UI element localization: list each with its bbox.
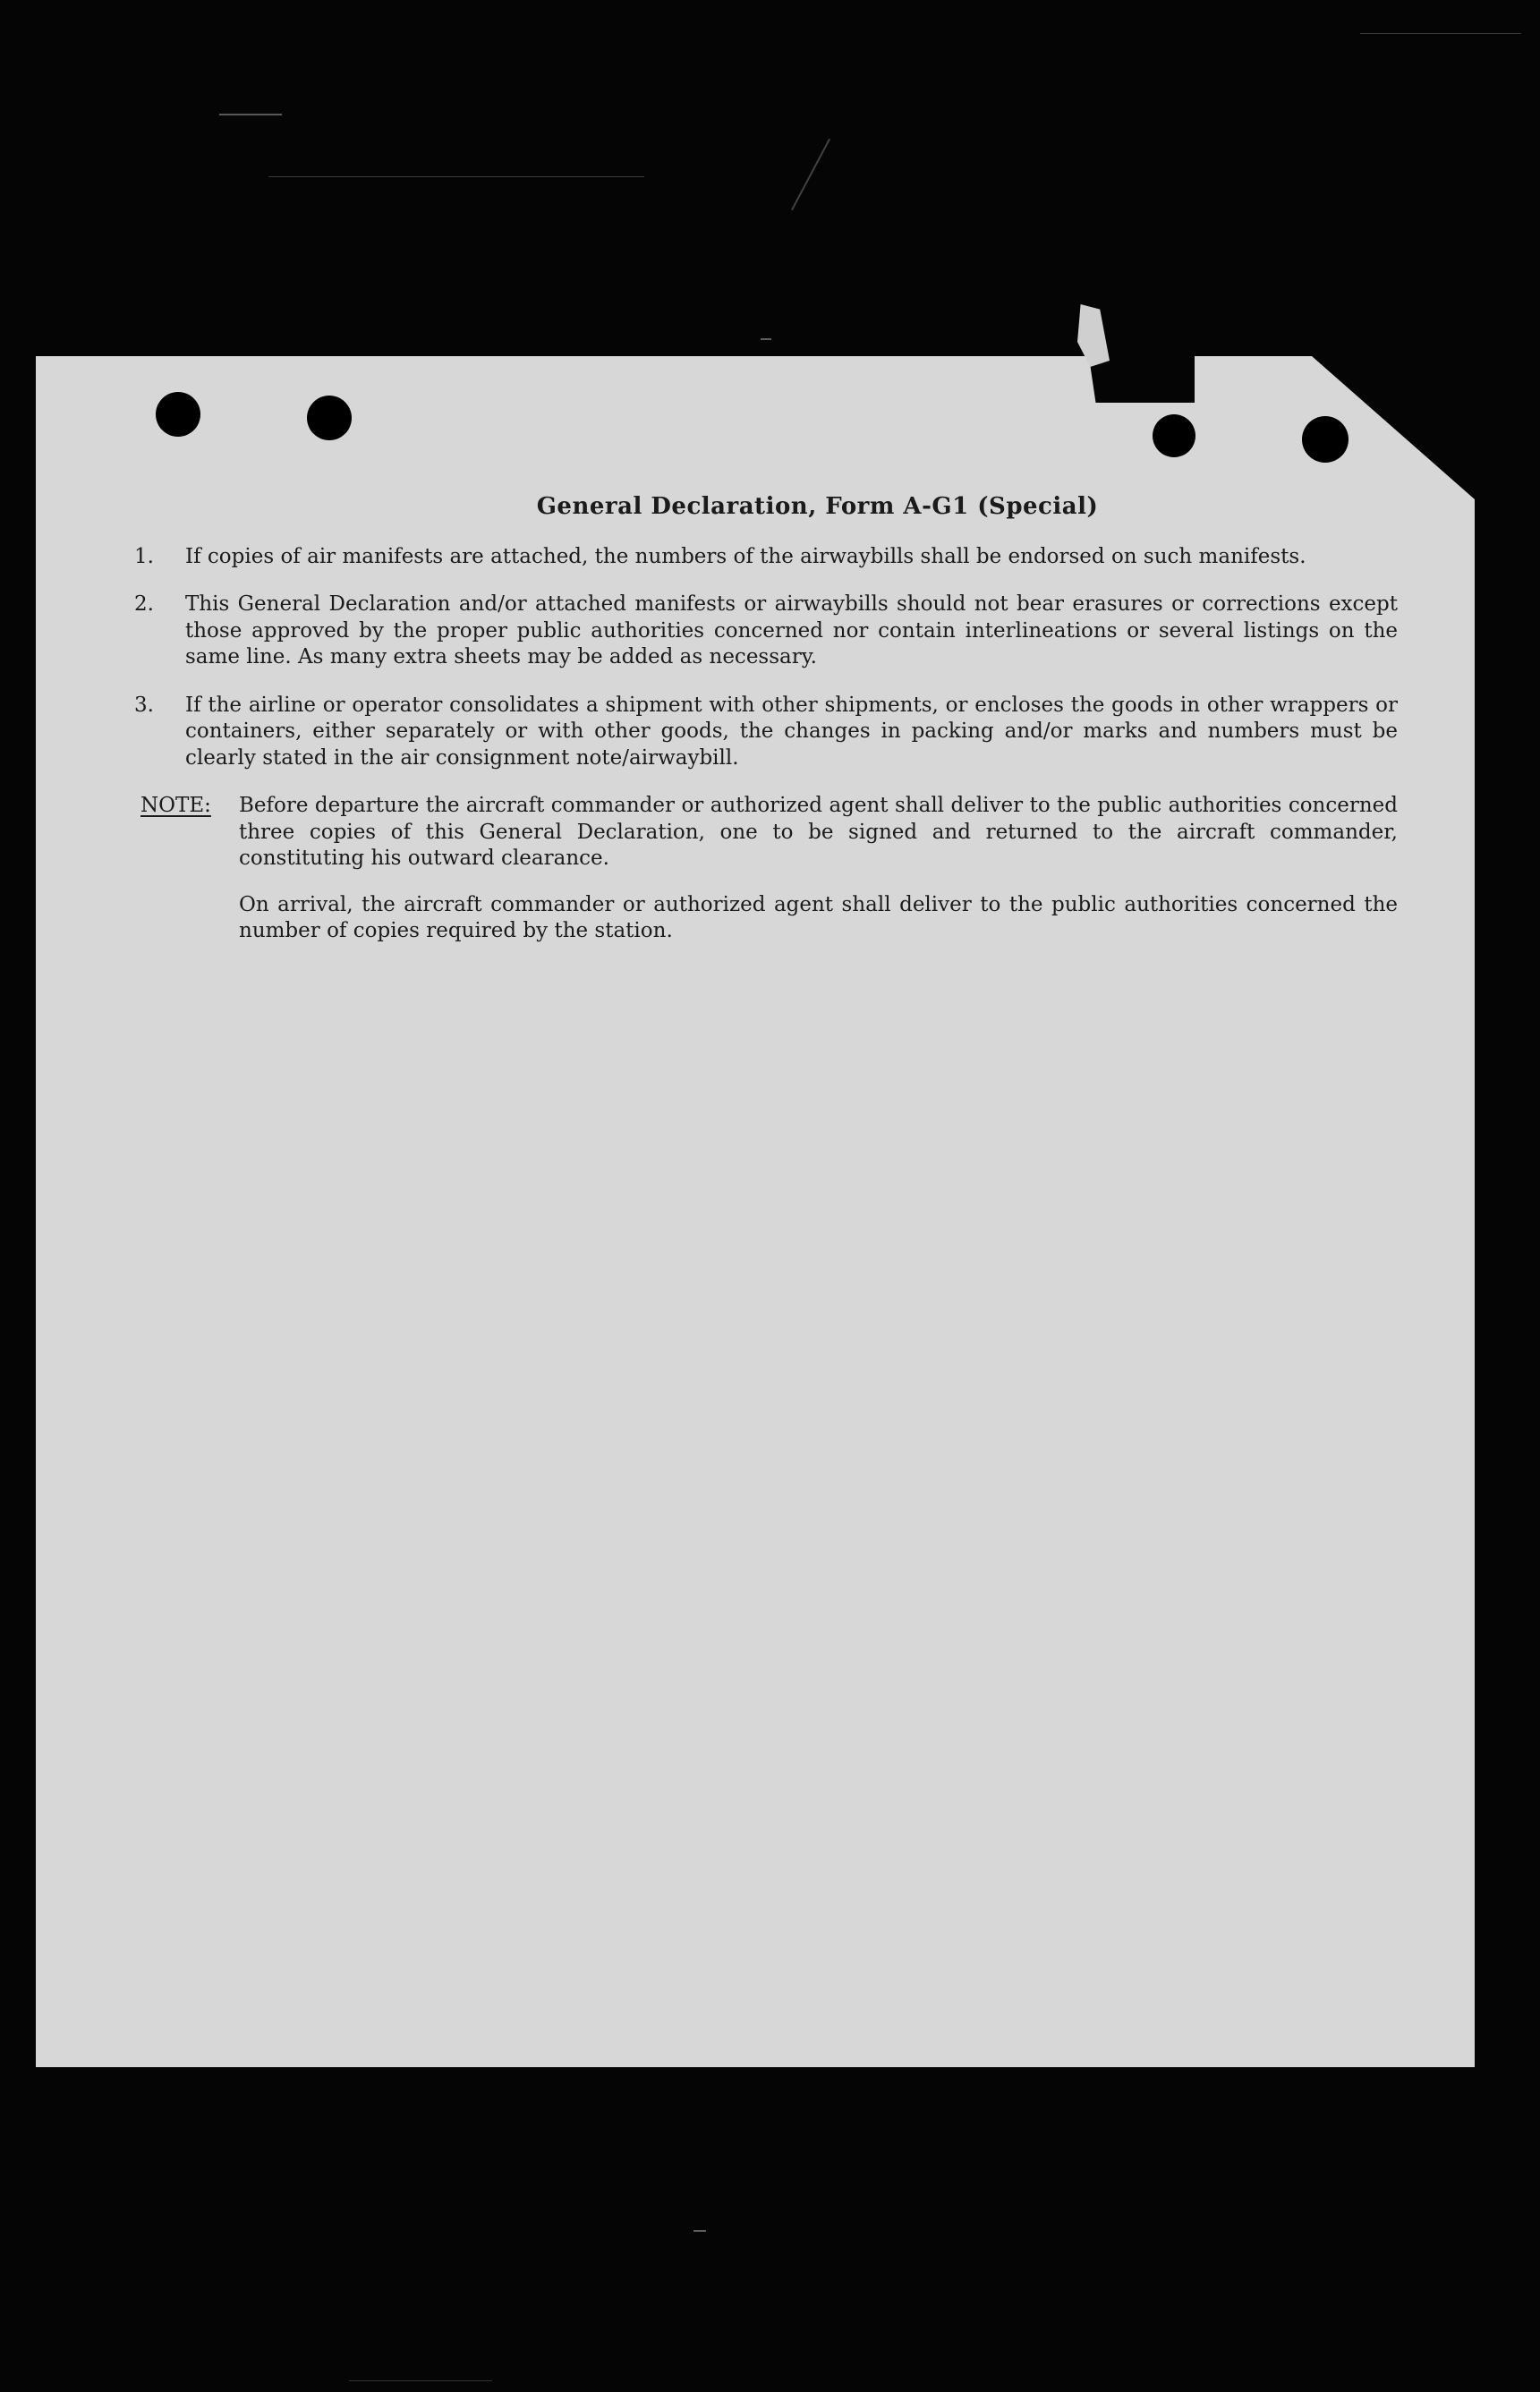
note-label: NOTE: [140,794,211,817]
item-text: If copies of air manifests are attached, the numbers of the airwaybills shall be endorsed on such manifests. [185,544,1306,568]
item-number: 2. [134,592,154,616]
instruction-item [134,693,1398,772]
film-scratch [1360,33,1521,34]
note-paragraph-block [134,892,1398,945]
item-text: This General Declaration and/or attached manifests or airwaybills should not bear erasures or corrections except those approved by the proper public authorities concerned nor contain interlineations or several listings on the same line. As many extra sheets may be added as necessary. [185,592,1398,668]
punch-hole [156,392,200,437]
note-paragraph: On arrival, the aircraft commander or authorized agent shall deliver to the public authorities concerned the number of copies required by the station. [239,892,1398,942]
instruction-item [134,592,1398,671]
note-paragraph: Before departure the aircraft commander or authorized agent shall deliver to the public authorities concerned three copies of this General Declaration, one to be signed and returned to the aircraft commander, constituting his outward clearance. [239,794,1398,870]
punch-hole [1153,414,1195,457]
page-title: General Declaration, Form A-G1 (Special) [536,493,1099,520]
film-scratch [693,2230,706,2232]
film-scratch [761,338,771,340]
item-number: 3. [134,693,154,717]
note-section [134,793,1398,873]
item-number: 1. [134,544,154,568]
film-scratch [349,2380,492,2381]
punch-hole [307,396,352,440]
instruction-item [134,544,1398,571]
punch-hole [1302,416,1349,463]
item-text: If the airline or operator consolidates a shipment with other shipments, or encloses the goods in other wrappers or containers, either separately or with other goods, the changes in packing and/or marks and numbers must be clearly stated in the air consignment note/airwaybill. [185,693,1398,770]
film-scratch [268,176,644,177]
film-scratch [219,114,282,115]
form-instructions [134,494,1398,945]
film-scratch [791,139,830,210]
